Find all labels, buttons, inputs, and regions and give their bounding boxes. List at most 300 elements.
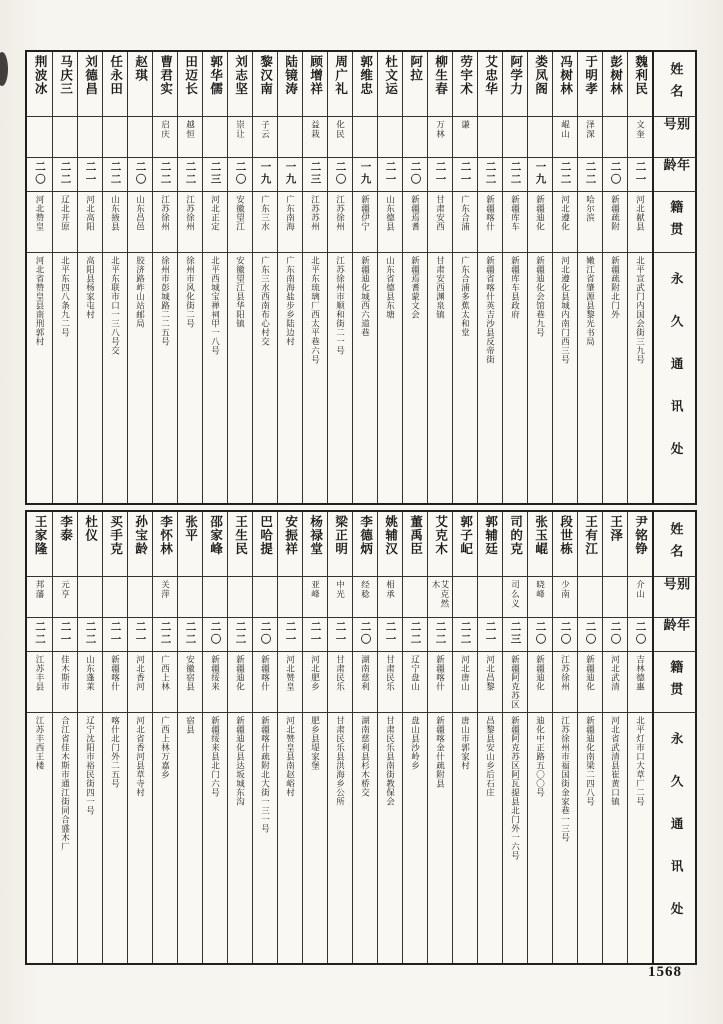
entry-age xyxy=(128,617,152,651)
entry-address xyxy=(278,252,302,503)
entry-origin-text: 新疆喀什 xyxy=(435,655,446,691)
entry-alias-text: 化民 xyxy=(335,120,346,139)
entry-address-text: 广东三水西南布心村交 xyxy=(260,256,271,346)
entry-age xyxy=(203,617,227,651)
entry-address-text: 江苏丰西王楼 xyxy=(34,716,45,770)
entry-age xyxy=(178,617,202,651)
entry-name xyxy=(378,52,402,116)
entry-age xyxy=(128,157,152,191)
entry-address-text: 宿县 xyxy=(185,716,196,734)
entry-origin-text: 新疆喀什 xyxy=(260,655,271,691)
entry-column xyxy=(152,512,177,963)
entry-age xyxy=(478,157,502,191)
entry-age xyxy=(478,617,502,651)
entry-alias xyxy=(53,116,77,157)
entry-name xyxy=(478,52,502,116)
entry-name xyxy=(228,512,252,576)
entry-origin-text: 广东南海 xyxy=(285,195,296,231)
header-address xyxy=(654,252,697,503)
entry-age xyxy=(228,157,252,191)
entry-column xyxy=(377,512,402,963)
entry-origin xyxy=(478,651,502,712)
entry-age-text: 二一 xyxy=(134,621,147,646)
entry-origin xyxy=(603,191,627,252)
entry-origin-text: 江苏徐州 xyxy=(185,195,196,231)
entry-column xyxy=(152,52,177,503)
header-address xyxy=(654,712,697,963)
entry-address-text: 河北遵化县城内南门西三号 xyxy=(560,256,571,364)
entry-column xyxy=(302,52,327,503)
header-name xyxy=(654,512,697,576)
entry-origin xyxy=(528,191,552,252)
entry-age-text: 二一 xyxy=(384,621,397,646)
entry-age-text: 二二 xyxy=(184,621,197,646)
header-origin-text: 籍贯 xyxy=(668,660,684,704)
entry-name xyxy=(53,52,77,116)
entry-alias-text: 介山 xyxy=(635,580,646,599)
entry-address-text: 徐州市风化街二号 xyxy=(185,256,196,328)
entry-age-text: 二三 xyxy=(309,161,322,186)
entry-address xyxy=(553,712,577,963)
entry-address-text: 合江省佳木斯市通江街同合盛木厂 xyxy=(60,716,71,851)
entry-address xyxy=(278,712,302,963)
entry-origin-text: 江苏苏州 xyxy=(310,195,321,231)
entry-origin xyxy=(528,651,552,712)
entry-name xyxy=(178,52,202,116)
entry-origin-text: 甘肃安西 xyxy=(435,195,446,231)
entry-origin xyxy=(403,191,427,252)
entry-address xyxy=(403,252,427,503)
entry-name xyxy=(478,512,502,576)
entry-origin-text: 江苏徐州 xyxy=(160,195,171,231)
entry-name xyxy=(403,52,427,116)
entry-name xyxy=(78,512,102,576)
entry-age xyxy=(153,617,177,651)
entry-alias xyxy=(103,576,127,617)
entry-age xyxy=(103,157,127,191)
entry-name-text: 郭辅廷 xyxy=(483,515,498,556)
entry-column xyxy=(27,512,52,963)
entry-address xyxy=(78,252,102,503)
entry-age-text: 二一 xyxy=(384,161,397,186)
entry-age-text: 二二 xyxy=(159,161,172,186)
entry-address xyxy=(553,252,577,503)
entry-address xyxy=(27,712,52,963)
entry-address xyxy=(328,252,352,503)
entry-name-text: 张平 xyxy=(183,515,198,542)
entry-column xyxy=(177,512,202,963)
entry-address xyxy=(528,252,552,503)
entry-address xyxy=(27,252,52,503)
entry-origin xyxy=(353,191,377,252)
header-age-text: 年龄 xyxy=(661,158,691,175)
entry-name xyxy=(103,512,127,576)
entry-column xyxy=(552,52,577,503)
entry-name xyxy=(353,512,377,576)
entry-origin-text: 广东合浦 xyxy=(460,195,471,231)
entry-origin xyxy=(278,651,302,712)
entry-alias-text: 元亨 xyxy=(60,580,71,599)
entry-origin-text: 河北肥乡 xyxy=(310,655,321,691)
entry-origin xyxy=(153,651,177,712)
entry-name xyxy=(128,52,152,116)
entry-name-text: 荆波冰 xyxy=(33,55,48,96)
entry-age xyxy=(378,157,402,191)
entry-alias xyxy=(103,116,127,157)
entry-age-text: 二〇 xyxy=(584,621,597,646)
entry-origin-text: 新疆喀什 xyxy=(110,655,121,691)
entry-name-text: 杜仪 xyxy=(83,515,98,542)
entry-name-text: 郭维忠 xyxy=(358,55,373,96)
entry-name xyxy=(153,512,177,576)
entry-name-text: 孙宝龄 xyxy=(133,515,148,556)
entry-age xyxy=(453,617,477,651)
entry-name xyxy=(453,52,477,116)
entry-address xyxy=(203,712,227,963)
entry-age-text: 一九 xyxy=(534,161,547,186)
entry-column xyxy=(102,52,127,503)
entry-name xyxy=(603,512,627,576)
entry-age-text: 二〇 xyxy=(359,621,372,646)
entry-column xyxy=(402,512,427,963)
entry-name xyxy=(428,52,452,116)
entry-address xyxy=(328,712,352,963)
entry-address-text: 新疆迪化县达坂城东沟 xyxy=(235,716,246,806)
entry-name xyxy=(403,512,427,576)
entry-column xyxy=(327,52,352,503)
entry-address xyxy=(378,252,402,503)
entry-origin-text: 山东德县 xyxy=(385,195,396,231)
entry-address-text: 盘山县沙岭乡 xyxy=(410,716,421,770)
entry-alias xyxy=(178,116,202,157)
header-age xyxy=(654,617,697,651)
entry-origin xyxy=(378,651,402,712)
entry-origin-text: 河北香河 xyxy=(135,655,146,691)
entry-address-text: 徐州市彭城路二二五号 xyxy=(160,256,171,346)
entry-alias-text: 晓峰 xyxy=(535,580,546,599)
entry-alias xyxy=(628,576,652,617)
entry-age-text: 二〇 xyxy=(534,621,547,646)
entry-column xyxy=(377,52,402,503)
entry-age xyxy=(53,617,77,651)
entry-age xyxy=(253,157,277,191)
entry-origin-text: 江苏徐州 xyxy=(560,655,571,691)
entry-column xyxy=(177,52,202,503)
entry-origin-text: 新疆迪化 xyxy=(535,195,546,231)
entry-column xyxy=(202,52,227,503)
entry-address-text: 湖南慈利县杉木桥交 xyxy=(360,716,371,797)
entry-name-text: 张玉崐 xyxy=(533,515,548,556)
entry-address-text: 广东合浦多蕉太和堂 xyxy=(460,256,471,337)
entry-age xyxy=(428,617,452,651)
entry-column xyxy=(402,52,427,503)
entry-age-text: 二一 xyxy=(434,161,447,186)
entry-name xyxy=(253,512,277,576)
entry-origin xyxy=(27,191,52,252)
entry-alias xyxy=(603,576,627,617)
entry-name-text: 阿拉 xyxy=(408,55,423,82)
header-age-text: 年龄 xyxy=(661,618,691,635)
entry-address-text: 河北省武清县崔黄口镇 xyxy=(610,716,621,806)
entry-name xyxy=(528,512,552,576)
entry-age-text: 二〇 xyxy=(634,621,647,646)
entry-alias xyxy=(328,116,352,157)
entry-alias xyxy=(128,576,152,617)
entry-address xyxy=(53,712,77,963)
entry-origin-text: 河北赞皇 xyxy=(34,195,45,231)
entry-alias xyxy=(27,116,52,157)
header-alias xyxy=(654,576,697,617)
entry-address xyxy=(403,712,427,963)
entry-alias xyxy=(378,116,402,157)
entry-address-text: 北平东联市口一三八号交 xyxy=(110,256,121,355)
entry-name-text: 李泰 xyxy=(58,515,73,542)
entry-address-text: 喀什北门外二五号 xyxy=(110,716,121,788)
entry-address xyxy=(228,252,252,503)
entry-age-text: 二〇 xyxy=(409,161,422,186)
entry-column xyxy=(52,52,77,503)
entry-name-text: 杜文运 xyxy=(383,55,398,96)
entry-address-text: 北平灯市口大草厂二号 xyxy=(635,716,646,806)
entry-name xyxy=(628,512,652,576)
header-address-text: 永久通讯处 xyxy=(669,271,684,485)
entry-origin-text: 辽宁盘山 xyxy=(410,655,421,691)
entry-origin-text: 甘肃民乐 xyxy=(385,655,396,691)
entry-age xyxy=(353,617,377,651)
entry-alias xyxy=(578,116,602,157)
entry-name-text: 安振祥 xyxy=(283,515,298,556)
entry-age-text: 二一 xyxy=(309,621,322,646)
entry-address xyxy=(453,712,477,963)
entry-origin-text: 山东掖县 xyxy=(110,195,121,231)
entry-column xyxy=(252,512,277,963)
entry-name-text: 司的克 xyxy=(508,515,523,556)
entry-alias xyxy=(78,116,102,157)
entry-age-text: 二一 xyxy=(459,161,472,186)
entry-name-text: 姚辅汉 xyxy=(383,515,398,556)
entry-origin xyxy=(53,651,77,712)
entry-column xyxy=(27,52,52,503)
entry-origin-text: 湖南慈利 xyxy=(360,655,371,691)
entry-origin-text: 安徽宿县 xyxy=(185,655,196,691)
entry-column xyxy=(227,52,252,503)
entry-address-text: 河北省香河县草寺村 xyxy=(135,716,146,797)
entry-alias xyxy=(603,116,627,157)
entry-origin-text: 江苏徐州 xyxy=(335,195,346,231)
entry-alias-text: 相承 xyxy=(385,580,396,599)
entry-name xyxy=(103,52,127,116)
entry-alias-text: 崇让 xyxy=(235,120,246,139)
header-column xyxy=(652,52,697,503)
entry-address xyxy=(578,712,602,963)
entry-name-text: 段世栋 xyxy=(558,515,573,556)
entry-origin xyxy=(503,651,527,712)
entry-age xyxy=(328,617,352,651)
entry-origin-text: 新疆迪化 xyxy=(235,655,246,691)
entry-name-text: 任永田 xyxy=(108,55,123,96)
directory-table-top xyxy=(25,50,697,505)
header-address-text: 永久通讯处 xyxy=(669,731,684,945)
entry-alias-text: 泽深 xyxy=(585,120,596,139)
entry-alias-text: 艾克然木 xyxy=(431,580,450,609)
entry-name-text: 赵琪 xyxy=(133,55,148,82)
entry-address xyxy=(428,252,452,503)
entry-address xyxy=(303,712,327,963)
entry-origin xyxy=(303,651,327,712)
entry-alias xyxy=(428,576,452,617)
entry-age xyxy=(78,617,102,651)
entry-column xyxy=(527,52,552,503)
entry-address xyxy=(253,252,277,503)
entry-address xyxy=(528,712,552,963)
entry-address xyxy=(428,712,452,963)
entry-name-text: 邵家峰 xyxy=(208,515,223,556)
entry-name-text: 王有江 xyxy=(583,515,598,556)
entry-age xyxy=(27,617,52,651)
entry-age xyxy=(628,157,652,191)
entry-name-text: 王泽 xyxy=(608,515,623,542)
entry-origin xyxy=(503,191,527,252)
entry-origin xyxy=(553,191,577,252)
entry-column xyxy=(252,52,277,503)
entry-age-text: 一九 xyxy=(284,161,297,186)
entry-address xyxy=(203,252,227,503)
entry-name-text: 杨禄堂 xyxy=(308,515,323,556)
entry-column xyxy=(577,52,602,503)
entry-column xyxy=(352,52,377,503)
entry-name-text: 郭子屺 xyxy=(458,515,473,556)
entry-alias xyxy=(203,116,227,157)
entry-origin xyxy=(253,191,277,252)
entry-origin xyxy=(328,191,352,252)
entry-alias xyxy=(303,576,327,617)
entry-name xyxy=(453,512,477,576)
entry-address-text: 高阳县杨家屯村 xyxy=(85,256,96,319)
entry-age xyxy=(528,157,552,191)
entry-alias xyxy=(178,576,202,617)
entry-age-text: 二二 xyxy=(34,621,46,646)
entry-name-text: 黎汉南 xyxy=(258,55,273,96)
entry-origin xyxy=(128,191,152,252)
entry-name xyxy=(553,52,577,116)
entry-address-text: 新疆喀金什疏附县 xyxy=(435,716,446,788)
entry-name xyxy=(528,52,552,116)
entry-origin-text: 山东蓬莱 xyxy=(85,655,96,691)
entry-origin xyxy=(328,651,352,712)
entry-origin xyxy=(78,651,102,712)
entry-alias xyxy=(478,576,502,617)
entry-address-text: 新疆阿克苏区阿瓦提县北门外一六号 xyxy=(510,716,521,860)
entry-name-text: 曹君实 xyxy=(158,55,173,96)
entry-name-text: 于明孝 xyxy=(583,55,598,96)
entry-address-text: 甘肃民乐县洪海乡公所 xyxy=(335,716,346,806)
entry-origin xyxy=(153,191,177,252)
entry-address xyxy=(253,712,277,963)
entry-origin-text: 广东三水 xyxy=(260,195,271,231)
entry-origin-text: 新疆绥来 xyxy=(210,655,221,691)
entry-address-text: 广西上林万嘉乡 xyxy=(160,716,171,779)
entry-column xyxy=(102,512,127,963)
entry-origin-text: 河北遵化 xyxy=(560,195,571,231)
entry-origin-text: 哈尔滨 xyxy=(585,195,596,222)
entry-origin xyxy=(628,191,652,252)
entry-alias xyxy=(228,116,252,157)
entry-name xyxy=(153,52,177,116)
entry-name-text: 王家隆 xyxy=(33,515,48,556)
entry-alias-text: 关萍 xyxy=(160,580,171,599)
header-age xyxy=(654,157,697,191)
entry-origin xyxy=(303,191,327,252)
entry-address-text: 新疆迪化城西六道巷 xyxy=(360,256,371,337)
entry-alias-text: 谦 xyxy=(460,120,471,130)
entry-age-text: 二三 xyxy=(209,161,222,186)
entry-column xyxy=(427,512,452,963)
entry-alias-text: 子云 xyxy=(260,120,271,139)
entry-age xyxy=(203,157,227,191)
entry-origin-text: 甘肃民乐 xyxy=(335,655,346,691)
entry-age xyxy=(228,617,252,651)
entry-address xyxy=(103,252,127,503)
entry-age xyxy=(27,157,52,191)
entry-name xyxy=(353,52,377,116)
entry-address xyxy=(153,252,177,503)
scan-smudge xyxy=(0,52,8,86)
entry-name-text: 巴哈提 xyxy=(258,515,273,556)
entry-origin xyxy=(103,651,127,712)
entry-column xyxy=(127,512,152,963)
entry-address-text: 胶济路岞山站邮局 xyxy=(135,256,146,328)
entry-address xyxy=(153,712,177,963)
entry-name xyxy=(203,52,227,116)
entry-address xyxy=(178,712,202,963)
entry-origin xyxy=(178,191,202,252)
entry-column xyxy=(202,512,227,963)
entry-age-text: 二二 xyxy=(59,161,72,186)
entry-address xyxy=(78,712,102,963)
entry-origin-text: 新疆迪化 xyxy=(535,655,546,691)
entry-origin xyxy=(278,191,302,252)
entry-alias xyxy=(153,116,177,157)
entry-origin-text: 新疆迪化 xyxy=(585,655,596,691)
entry-alias xyxy=(253,116,277,157)
entry-address-text: 北平宣武门内国会街三九号 xyxy=(635,256,646,364)
entry-origin-text: 新疆伊宁 xyxy=(360,195,371,231)
entry-column xyxy=(77,512,102,963)
header-origin-text: 籍贯 xyxy=(668,200,684,244)
entry-alias xyxy=(253,576,277,617)
entry-name xyxy=(578,52,602,116)
entry-column xyxy=(527,512,552,963)
entry-name xyxy=(303,52,327,116)
entry-address-text: 新疆绥来县北门六号 xyxy=(210,716,221,797)
entry-alias xyxy=(453,116,477,157)
entry-alias xyxy=(27,576,52,617)
entry-age xyxy=(253,617,277,651)
entry-name xyxy=(253,52,277,116)
entry-name xyxy=(503,512,527,576)
entry-age xyxy=(578,617,602,651)
entry-alias xyxy=(78,576,102,617)
entry-name-text: 刘志坚 xyxy=(233,55,248,96)
entry-column xyxy=(277,512,302,963)
entry-age-text: 二二 xyxy=(234,621,247,646)
entry-age-text: 二〇 xyxy=(609,161,622,186)
entry-name-text: 魏利民 xyxy=(633,55,648,96)
entry-origin xyxy=(128,651,152,712)
entry-name-text: 董禹臣 xyxy=(408,515,423,556)
entry-alias xyxy=(53,576,77,617)
entry-column xyxy=(52,512,77,963)
